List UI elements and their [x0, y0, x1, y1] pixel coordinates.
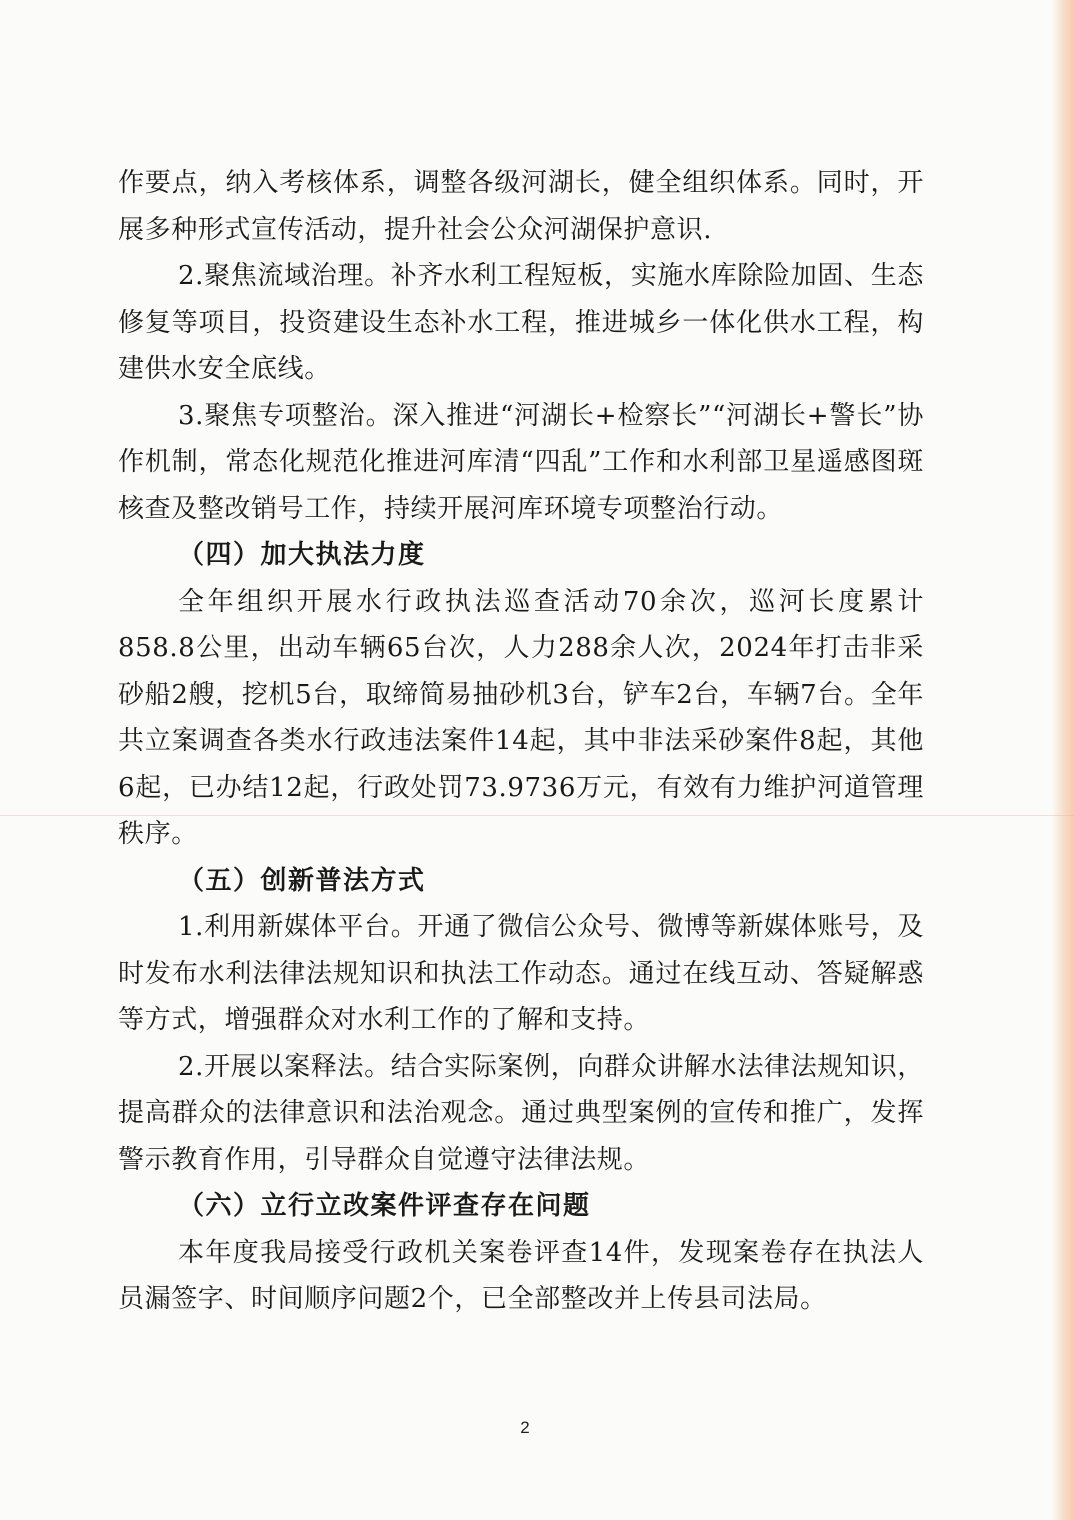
paragraph-basin-governance: 2.聚焦流域治理。补齐水利工程短板，实施水库除险加固、生态修复等项目，投资建设生态补水工程，推进城乡一体化供水工程，构建供水安全底线。 [118, 261, 924, 384]
paragraph-case-interpretation: 2.开展以案释法。结合实际案例，向群众讲解水法律法规知识，提高群众的法律意识和法治观念。通过典型案例的宣传和推广，发挥警示教育作用，引导群众自觉遵守法律法规。 [118, 1051, 924, 1175]
paragraph-case-review: 本年度我局接受行政机关案卷评查14件，发现案卷存在执法人员漏签字、时间顺序问题2个，已全部整改并上传县司法局。 [118, 1237, 924, 1314]
paragraph-new-media: 1.利用新媒体平台。开通了微信公众号、微博等新媒体账号，及时发布水利法律法规知识和执法工作动态。通过在线互动、答疑解惑等方式，增强群众对水利工作的了解和支持。 [118, 912, 924, 1035]
paragraph-enforcement-stats: 全年组织开展水行政执法巡查活动70余次，巡河长度累计858.8公里，出动车辆65台次，人力288余人次，2024年打击非采砂船2艘，挖机5台，取缔简易抽砂机3台，铲车2台，车辆7台。全年共立案调查各类水行政违法案件14起，其中非法采砂案件8起，其他6起，已办结12起，行政处罚73.9736万元，有效有力维护河道管理秩序。 [118, 586, 924, 849]
section-heading-legal-education: （五）创新普法方式 [178, 865, 426, 896]
section-heading-case-review: （六）立行立改案件评查存在问题 [178, 1191, 591, 1221]
scan-edge-shadow [1052, 0, 1074, 1520]
document-body [118, 160, 924, 1323]
paragraph-organization: 作要点，纳入考核体系，调整各级河湖长，健全组织体系。同时，开展多种形式宣传活动，提升社会公众河湖保护意识. [118, 168, 924, 245]
section-heading-enforcement: （四）加大执法力度 [178, 540, 426, 570]
paragraph-special-rectification: 3.聚焦专项整治。深入推进“河湖长+检察长”“河湖长+警长”协作机制，常态化规范化推进河库清“四乱”工作和水利部卫星遥感图斑核查及整改销号工作，持续开展河库环境专项整治行动。 [118, 400, 924, 524]
page-number: 2 [520, 1418, 530, 1437]
